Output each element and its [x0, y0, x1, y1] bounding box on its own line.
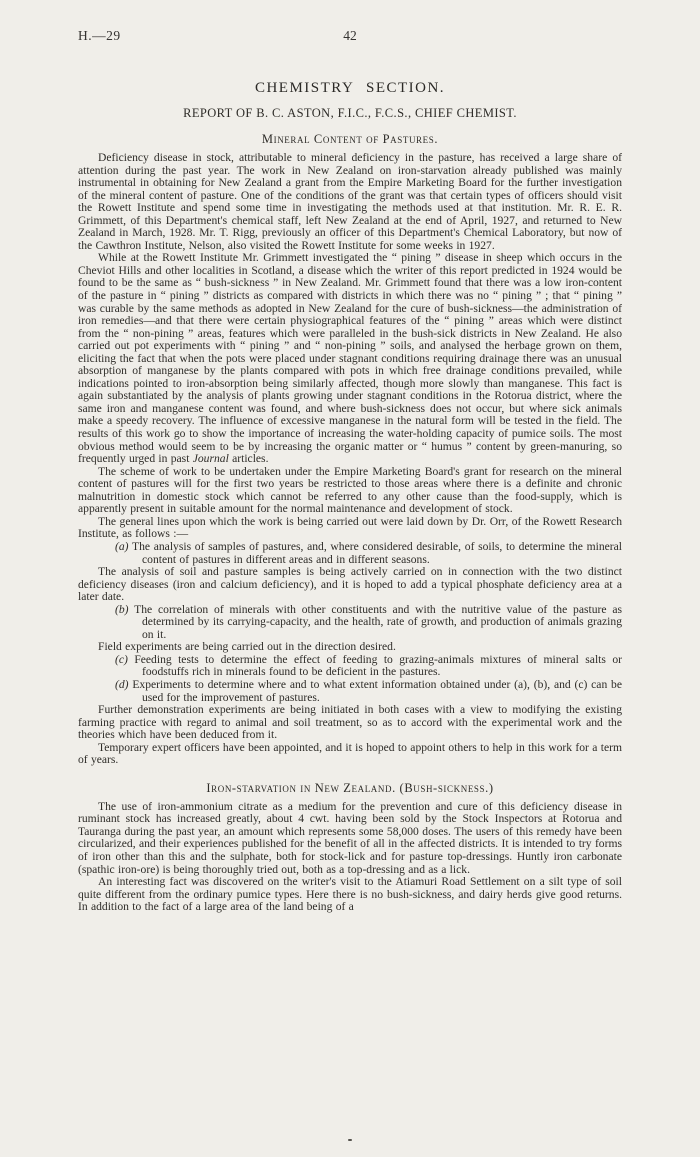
list-item-c-text: Feeding tests to determine the effect of feeding to grazing-animals mixtures of mineral salts or foodstuffs rich in minerals found to be deficient in the pastures. [134, 652, 622, 679]
list-item-c-label: (c) [115, 652, 128, 666]
iron-starvation-heading: Iron-starvation in New Zealand. (Bush-sickness.) [206, 780, 494, 795]
report-author-line: REPORT OF B. C. ASTON, F.I.C., F.C.S., CHIEF CHEMIST. [183, 106, 517, 120]
list-item-a-label: (a) [115, 539, 129, 553]
list-item-b-label: (b) [115, 602, 129, 616]
journal-italic-word: Journal [192, 452, 229, 466]
header-spacer [442, 28, 622, 44]
paragraph-soil-pasture-analysis: The analysis of soil and pasture samples is being actively carried on in connection with the two distinct deficiency diseases (iron and calcium deficiency), and it is hoped to add a typical phosphate deficiency area at a later date. [78, 565, 622, 604]
list-item-c [115, 652, 622, 679]
page-header [78, 28, 622, 44]
paragraph-field-experiments: Field experiments are being carried out in the direction desired. [98, 640, 396, 654]
list-item-a [115, 539, 622, 566]
list-item-d-text: Experiments to determine where and to what extent information obtained under (a), (b), and (c) can be used for the improvement of pastures. [132, 677, 622, 704]
chemistry-section-title: CHEMISTRY SECTION. [254, 80, 446, 96]
mineral-content-heading: Mineral Content of Pastures. [261, 132, 439, 146]
list-item-a-text: The analysis of samples of pastures, and, where considered desirable, of soils, to determine the mineral content of pastures in different areas and in different seasons. [132, 539, 622, 566]
paragraph-text: While at the Rowett Institute Mr. Grimmett investigated the “ pining ” disease in sheep which occurs in the Cheviot Hills and other localities in Scotland, a disease which the writer of this report predicted in 1924 would be found to be the same as “ bush-sickness ” in New Zealand. Mr. Grimmett found that there was a low iron-content of the pasture in “ pining ” districts as compared with districts in which there was no “ pining ” ; that “ pining ” was curable by the same methods as adopted in New Zealand for the cure of bush-sickness—the administration of iron remedies—and that there were certain physiographical features of the “ pining ” areas which were distinct from the “ non-pining ” areas, features which were paralleled in the bush-sick districts in New Zealand. He also carried out pot experiments with “ pining ” and “ non-pining ” soils, and analysed the herbage grown on them, eliciting the fact that when the pots were placed under stagnant conditions requiring drainage there was an unusual absorption of manganese by the plants compared with pots in which free drainage conditions prevailed, while indications pointed to iron-absorption being similarly affected, though more slowly than manganese. This fact is again substantiated by the analysis of plants growing under stagnant conditions in the Rotorua district, where the same iron and manganese content was found, and where bush-sickness does not occur, but where sick animals make a speedy recovery. The influence of excessive manganese in the natural form will be tested in the field. The results of this work go to show the importance of increasing the water-holding capacity of pumice soils. The most obvious method would seem to be by increasing the organic matter or “ humus ” content by green-manuring, so frequently urged in past [78, 251, 622, 466]
paragraph-scheme-of-work: The scheme of work to be undertaken under the Empire Marketing Board's grant for research on the mineral content of pastures will for the first two years be restricted to those areas where there is a definite and chronic malnutrition in domestic stock which cannot be referred to any other cause than the food-supply, which is apparently present in suitable amount for the normal maintenance and development of stock. [78, 464, 622, 516]
print-artifact-mark [348, 1139, 352, 1141]
paragraph-text: articles. [228, 452, 269, 466]
page-number: 42 [343, 28, 357, 43]
list-item-b-text: The correlation of minerals with other constituents and with the nutritive value of the pasture as determined by its carrying-capacity, and the health, rate of growth, and production of animals grazing on it. [134, 602, 622, 641]
paragraph-atiamuri-road: An interesting fact was discovered on the writer's visit to the Atiamuri Road Settlement on a silt type of soil quite different from the ordinary pumice types. Here there is no bush-sickness, and dairy herds give good returns. In addition to the fact of a large area of the land being of a [78, 875, 622, 914]
paragraph-temporary-officers: Temporary expert officers have been appointed, and it is hoped to appoint others to help in this work for a term of years. [78, 740, 622, 767]
paragraph-general-lines: The general lines upon which the work is being carried out were laid down by Dr. Orr, of the Rowett Research Institute, as follows :— [78, 514, 622, 541]
paragraph-iron-ammonium-citrate: The use of iron-ammonium citrate as a medium for the prevention and cure of this deficiency disease in ruminant stock has increased greatly, about 4 cwt. having been sold by the Stock Inspectors at Rotorua and Tauranga during the past year, an amount which represents some 58,000 doses. The users of this remedy have been circularized, and their experiences published for the benefit of all in the affected districts. It is intended to try forms of iron other than this and the sulphate, both for stock-lick and for pasture top-dressings. Huntly iron carbonate (spathic iron-ore) is being thoroughly tried out, both as a top-dressing and as a lick. [78, 799, 622, 876]
list-item-d-label: (d) [115, 677, 129, 691]
report-reference: H.—29 [78, 28, 121, 43]
paragraph-deficiency-disease: Deficiency disease in stock, attributable to mineral deficiency in the pasture, has received a large share of attention during the past year. The work in New Zealand on iron-starvation already published was mainly instrumental in obtaining for New Zealand a grant from the Empire Marketing Board for the further investigation of the mineral content of pasture. One of the conditions of the grant was that certain types of officers should visit the Rowett Institute and spend some time in investigating the methods used at that institution. Mr. R. E. R. Grimmett, of this Department's chemical staff, left New Zealand at the end of April, 1927, and returned to New Zealand in March, 1928. Mr. T. Rigg, previously an officer of this Department's Chemical Laboratory, but now of the Cawthron Institute, Nelson, also visited the Rowett Institute for some weeks in 1927. [78, 151, 622, 252]
list-item-b [115, 602, 622, 642]
paragraph-demonstration-experiments: Further demonstration experiments are being initiated in both cases with a view to modifying the existing farming practice with regard to animal and soil treatment, so as to accord with the experimental work and the theories which have been deduced from it. [78, 703, 622, 742]
list-item-d [115, 677, 622, 704]
paragraph-rowett-pining [78, 252, 622, 465]
